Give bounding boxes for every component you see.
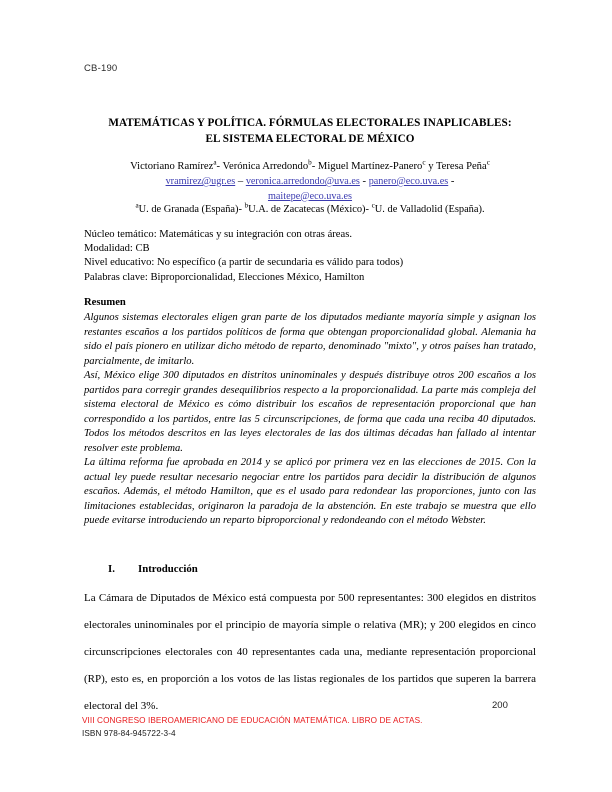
body-paragraph-1: La Cámara de Diputados de México está compuesta por 500 representantes: 300 elegidos en distritos electorales uninominales por el principio de mayoría simple o relativa (MR); y 200 elegidos en cinco circunscripciones electorales con 40 representantes cada una, mediante representación proporcional (RP), esto es, en proporción a los votos de las listas regionales de los partidos que superen la barrera electoral del 3%.: [84, 592, 536, 712]
author-4-affil-marker: c: [486, 158, 490, 167]
document-code: CB-190: [84, 63, 118, 74]
email-link-3[interactable]: panero@eco.uva.es: [368, 175, 449, 187]
metadata-nucleo-tematico: Núcleo temático: Matemáticas y su integración con otras áreas.: [84, 229, 352, 240]
footer-congress-tail: LIBRO DE ACTAS.: [349, 716, 423, 725]
abstract-paragraph-2: Así, México elige 300 diputados en distritos uninominales y después distribuye otros 200 escaños a los partidos para corregir grandes desequilibrios respecto a la proporcionalidad. La parte más compleja del sistema electoral de México es cómo distribuir los escaños de representación proporcional que han correspondido a los partidos, entre las 5 circunscripciones, de forma que cada una reciba 40 diputados. Todos los métodos descritos en las leyes electorales de las dos últimas décadas han fallado al intentar resolver este problema.: [84, 370, 536, 454]
author-1-affil-marker: a: [213, 158, 217, 167]
section-heading-introduccion: [84, 563, 536, 575]
abstract-heading: Resumen: [84, 297, 126, 308]
email-separator-2: -: [359, 175, 369, 187]
abstract-paragraph-1: Algunos sistemas electorales eligen gran parte de los diputados mediante mayoría simple y asignan los restantes escaños a los partidos políticos de forma que obtengan proporcionalidad global. Alemania ha sido el país pionero en utilizar dicho método de reparto, denominado "mixto", y otros países han tratado, parcialmente, de imitarlo.: [84, 312, 536, 367]
footer-congress-line: [82, 716, 423, 725]
author-emails-line-1: [84, 175, 536, 189]
author-separator-1: -: [216, 161, 223, 172]
author-3-affil-marker: c: [422, 158, 426, 167]
author-conjunction: y: [425, 161, 436, 172]
email-separator-1: –: [235, 175, 246, 187]
affiliation-text-b: U.A. de Zacatecas (México)-: [248, 204, 372, 215]
footer-congress-name: VIII CONGRESO IBEROAMERICANO DE EDUCACIÓN MATEMÁTICA.: [82, 716, 350, 725]
author-3-name: Miguel Martínez-Panero: [317, 161, 423, 172]
email-link-1[interactable]: vramirez@ugr.es: [165, 175, 236, 187]
affiliation-text-c: U. de Valladolid (España).: [374, 204, 485, 215]
author-2-name: Verónica Arredondo: [222, 161, 309, 172]
email-link-4[interactable]: maitepe@eco.uva.es: [267, 190, 353, 202]
page-number: 200: [492, 700, 508, 711]
title-line-1: MATEMÁTICAS Y POLÍTICA. FÓRMULAS ELECTORALES INAPLICABLES:: [108, 117, 512, 129]
title-line-2: EL SISTEMA ELECTORAL DE MÉXICO: [205, 132, 415, 145]
authors-names: [84, 160, 536, 174]
section-body: [84, 585, 536, 720]
metadata-nivel-educativo: Nivel educativo: No específico (a partir de secundaria es válido para todos): [84, 257, 404, 269]
authors-block: [84, 160, 536, 203]
metadata-block: [84, 228, 536, 285]
email-separator-3: -: [448, 175, 455, 187]
abstract-body: [84, 311, 536, 529]
author-1-name: Victoriano Ramírez: [130, 161, 214, 172]
metadata-modalidad: Modalidad: CB: [84, 243, 150, 255]
affiliation-marker-c: c: [371, 201, 375, 210]
email-link-2[interactable]: veronica.arredondo@uva.es: [245, 175, 360, 187]
metadata-palabras-clave: Palabras clave: Biproporcionalidad, Elecciones México, Hamilton: [84, 271, 365, 283]
section-title: Introducción: [138, 563, 198, 575]
author-separator-2: -: [311, 161, 318, 172]
author-4-name: Teresa Peña: [435, 161, 487, 172]
footer-isbn: ISBN 978-84-945722-3-4: [82, 729, 176, 738]
section-number: I.: [108, 563, 115, 575]
affiliation-text-a: U. de Granada (España)-: [138, 204, 245, 215]
author-2-affil-marker: b: [308, 158, 312, 167]
affiliation-marker-a: a: [135, 201, 139, 210]
affiliations: [84, 203, 536, 216]
abstract-paragraph-3: La última reforma fue aprobada en 2014 y se aplicó por primera vez en las elecciones de 2015. Con la actual ley puede resultar necesario negociar entre los partidos para decidir la distribución de algunos escaños. Además, el método Hamilton, que es el usado para redondear las proporciones, junto con las limitaciones establecidas, originaron la paradoja de la abstención. En este trabajo se muestra que ello puede evitarse introduciendo un reparto biproporcional y redondeando con el método Webster.: [84, 457, 536, 526]
author-emails-line-2: [84, 190, 536, 204]
affiliation-marker-b: b: [244, 201, 249, 210]
page-title: [84, 116, 536, 147]
